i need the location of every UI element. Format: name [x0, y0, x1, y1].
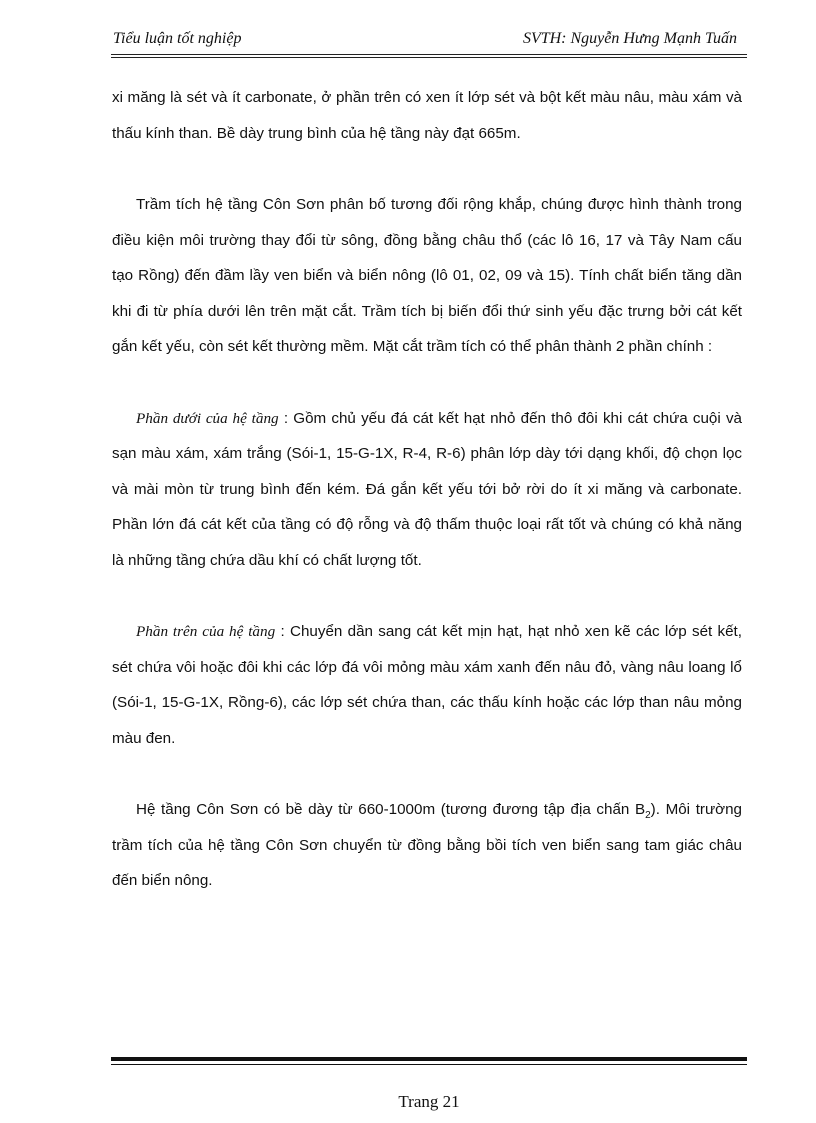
paragraph-5-text-b: ). Môi trường trầm tích của hệ tầng Côn Sơn chuyển từ đồng bằng bồi tích ven biển sang tam giác châu đến biển nông. — [112, 801, 742, 889]
page-number: Trang 21 — [398, 1092, 460, 1111]
paragraph-3-text: : Gồm chủ yếu đá cát kết hạt nhỏ đến thô đôi khi cát chứa cuội và sạn màu xám, xám trắng (Sói-1, 15-G-1X, R-4, R-6) phân lớp dày tới dạng khối, độ chọn lọc và mài mòn từ trung bình đến kém. Đá gắn kết yếu tới bở rời do ít xi măng và carbonate. Phần lớn đá cát kết của tầng có độ rỗng và độ thấm thuộc loại rất tốt và chúng có khả năng là những tầng chứa dầu khí có chất lượng tốt. — [112, 409, 742, 569]
footer-divider-thin — [111, 1064, 747, 1065]
document-body — [112, 80, 742, 935]
header-author: SVTH: Nguyễn Hưng Mạnh Tuấn — [522, 30, 737, 47]
paragraph-4-text: : Chuyển dần sang cát kết mịn hạt, hạt nhỏ xen kẽ các lớp sét kết, sét chứa vôi hoặc đôi khi các lớp đá vôi mỏng màu xám xanh đến nâu đỏ, vàng nâu loang lổ (Sói-1, 15-G-1X, Rồng-6), các lớp sét chứa than, các thấu kính hoặc các lớp than nâu mỏng màu đen. — [112, 623, 742, 747]
paragraph-2: Trầm tích hệ tầng Côn Sơn phân bố tương đối rộng khắp, chúng được hình thành trong điều kiện môi trường thay đổi từ sông, đồng bằng châu thổ (các lô 16, 17 và Tây Nam cấu tạo Rồng) đến đầm lầy ven biển và biển nông (lô 01, 02, 09 và 15). Tính chất biển tăng dần khi đi từ phía dưới lên trên mặt cắt. Trầm tích bị biến đổi thứ sinh yếu đặc trưng bởi cát kết gắn kết yếu, còn sét kết thường mềm. Mặt cắt trầm tích có thể phân thành 2 phần chính : — [112, 196, 742, 355]
header-divider — [111, 54, 747, 55]
paragraph-4 — [112, 614, 742, 756]
paragraph-1: xi măng là sét và ít carbonate, ở phần trên có xen ít lớp sét và bột kết màu nâu, màu xám và thấu kính than. Bề dày trung bình của hệ tầng này đạt 665m. — [112, 89, 742, 142]
paragraph-3 — [112, 401, 742, 579]
header-title: Tiểu luận tốt nghiệp — [113, 30, 242, 47]
section-label-lower: Phần dưới của hệ tầng — [136, 409, 279, 427]
section-label-upper: Phần trên của hệ tầng — [136, 623, 276, 640]
footer-divider — [111, 1057, 747, 1061]
page-header — [111, 26, 747, 56]
paragraph-5 — [112, 792, 742, 899]
paragraph-5-subscript: 2 — [645, 810, 651, 822]
paragraph-5-text-a: Hệ tầng Côn Sơn có bề dày từ 660-1000m (tương đương tập địa chấn B — [136, 801, 646, 818]
header-divider-inner — [111, 57, 747, 58]
